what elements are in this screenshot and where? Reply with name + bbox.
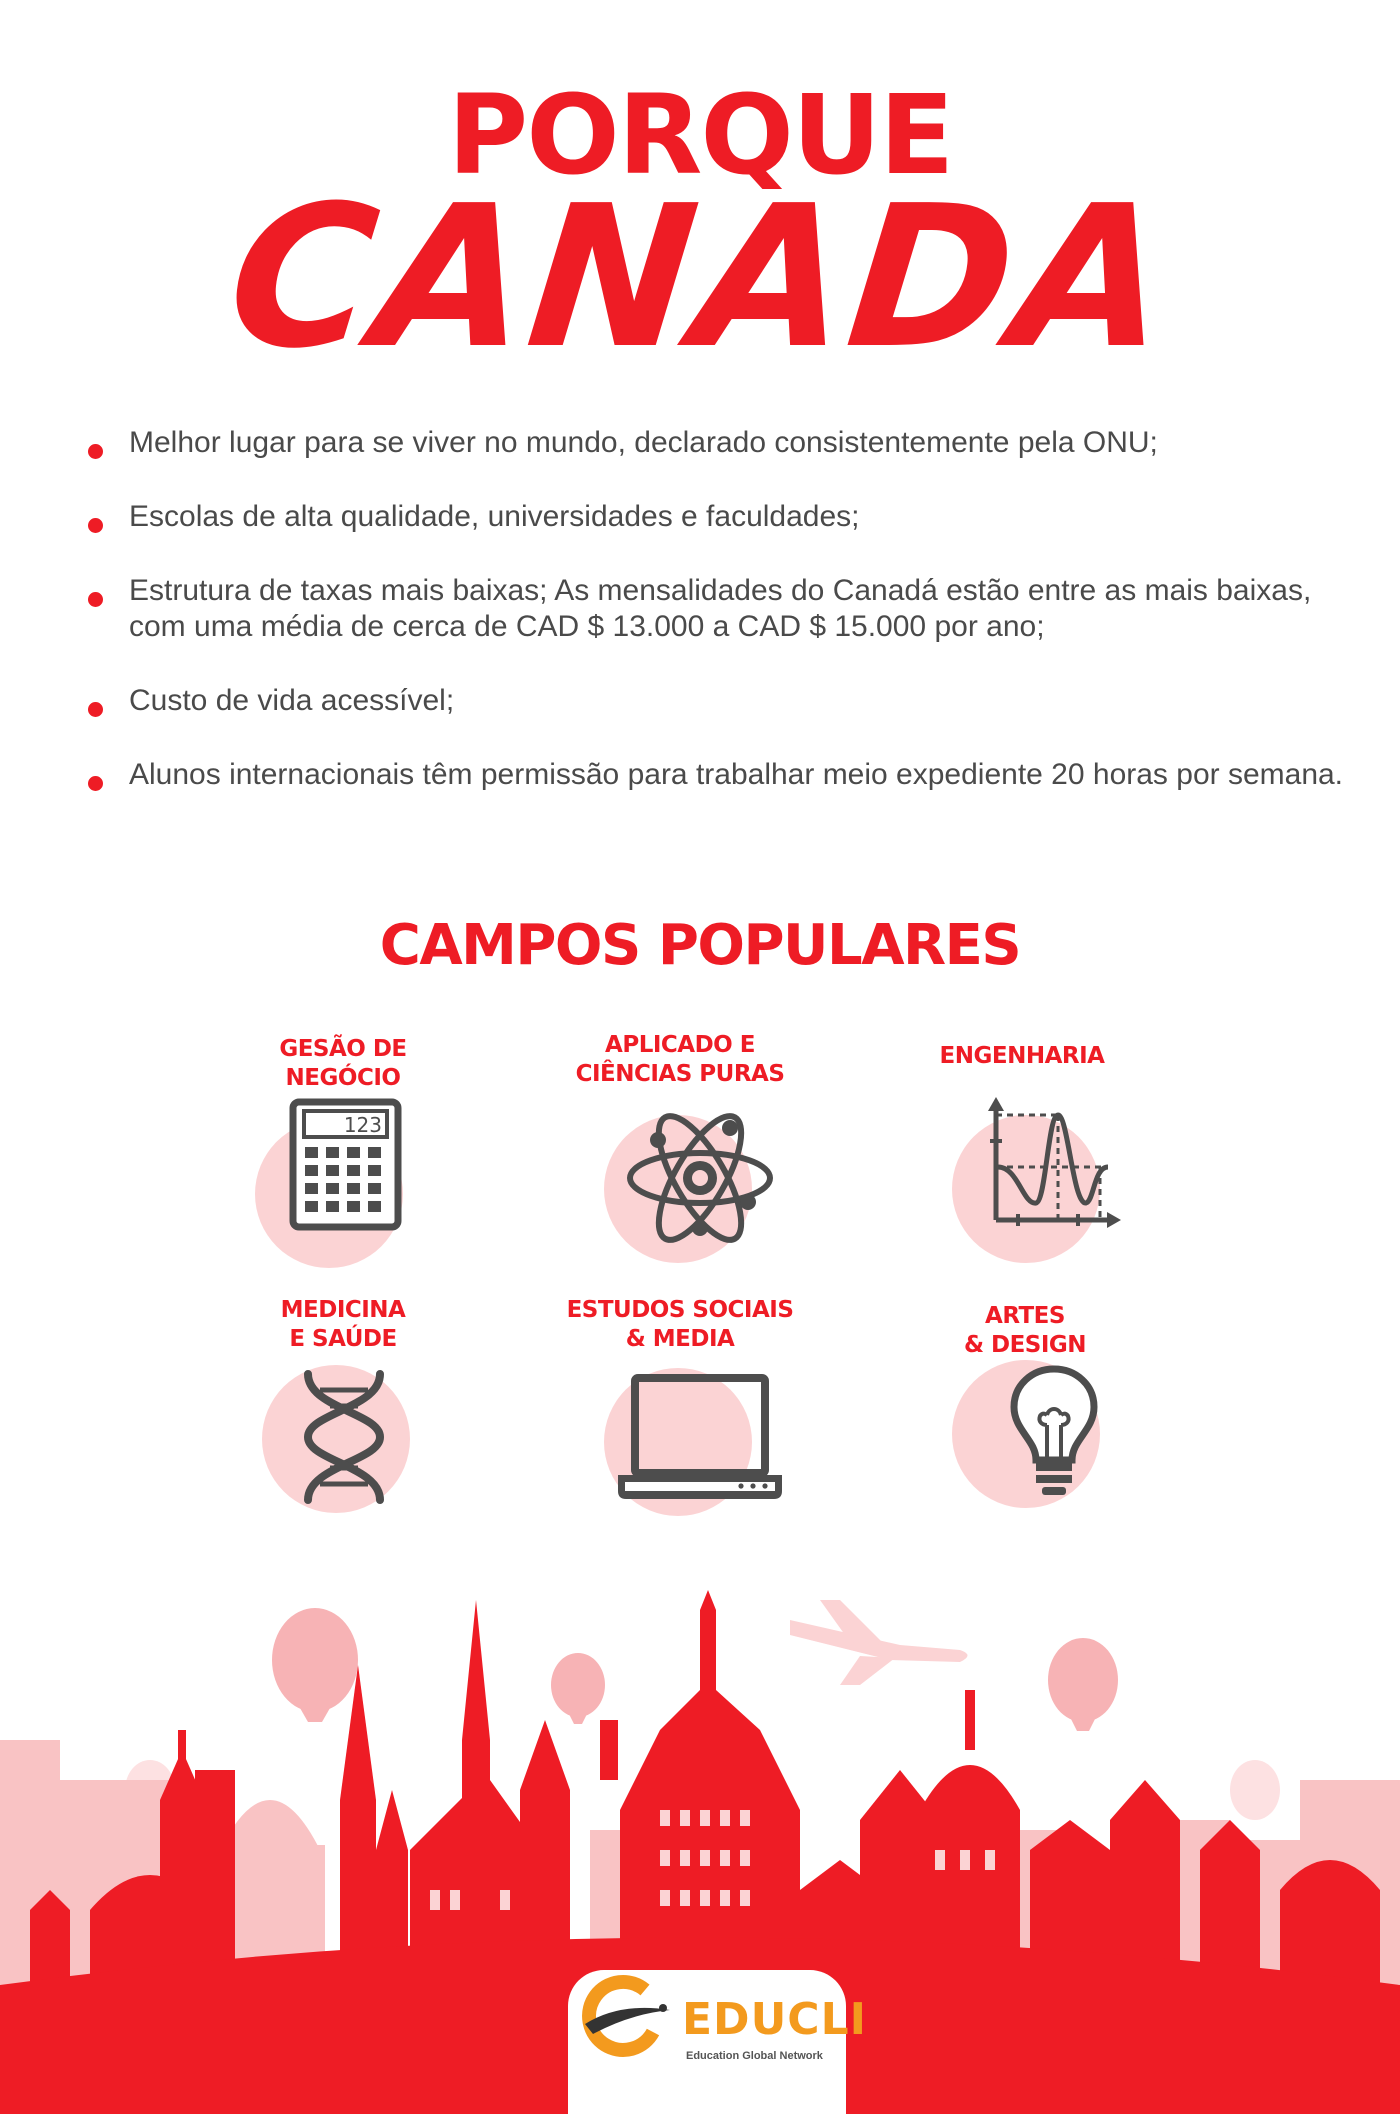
title-line-1: PORQUE xyxy=(447,71,953,199)
lightbulb-icon xyxy=(1009,1365,1099,1500)
bullet-text: Alunos internacionais têm permissão para trabalhar meio expediente 20 horas por semana. xyxy=(129,758,1344,791)
laptop-icon xyxy=(615,1373,785,1503)
bullet-dot-icon xyxy=(88,702,103,717)
dna-icon xyxy=(296,1368,392,1506)
bullet-dot-icon xyxy=(88,444,103,459)
title-line-2: CANADA xyxy=(219,164,1181,392)
field-label-social: ESTUDOS SOCIAIS & MEDIA xyxy=(566,1297,794,1352)
atom-icon xyxy=(620,1110,780,1245)
reasons-list xyxy=(84,425,1344,793)
logo-name: EDUCLI xyxy=(682,1994,868,2045)
field-label-sciences: APLICADO E CIÊNCIAS PURAS xyxy=(575,1032,785,1087)
bullet-text: Melhor lugar para se viver no mundo, declarado consistentemente pela ONU; xyxy=(129,426,1158,459)
calculator-icon xyxy=(288,1097,403,1232)
bullet-dot-icon xyxy=(88,592,103,607)
bullet-dot-icon xyxy=(88,776,103,791)
field-label-medicine: MEDICINA E SAÚDE xyxy=(280,1297,406,1352)
list-item xyxy=(84,425,1344,461)
list-item xyxy=(84,499,1344,535)
bullet-dot-icon xyxy=(88,518,103,533)
field-label-business: GESÃO DE NEGÓCIO xyxy=(279,1036,407,1091)
field-label-arts: ARTES & DESIGN xyxy=(963,1303,1087,1358)
graph-icon xyxy=(978,1095,1123,1230)
list-item xyxy=(84,573,1344,645)
logo-tagline: Education Global Network xyxy=(686,2050,823,2062)
bullet-text: Escolas de alta qualidade, universidades e faculdades; xyxy=(129,500,860,533)
list-item xyxy=(84,757,1344,793)
educli-logo-icon xyxy=(575,1972,675,2062)
field-label-engineering: ENGENHARIA xyxy=(939,1043,1105,1069)
list-item xyxy=(84,683,1344,719)
calculator-display: 123 xyxy=(343,1113,382,1137)
bullet-text: Custo de vida acessível; xyxy=(129,684,455,717)
bullet-text: Estrutura de taxas mais baixas; As mensalidades do Canadá estão entre as mais baixas, com uma média de cerca de CAD $ 13.000 a CAD $ 15.000 por ano; xyxy=(129,574,1312,643)
section-title: CAMPOS POPULARES xyxy=(379,913,1021,978)
